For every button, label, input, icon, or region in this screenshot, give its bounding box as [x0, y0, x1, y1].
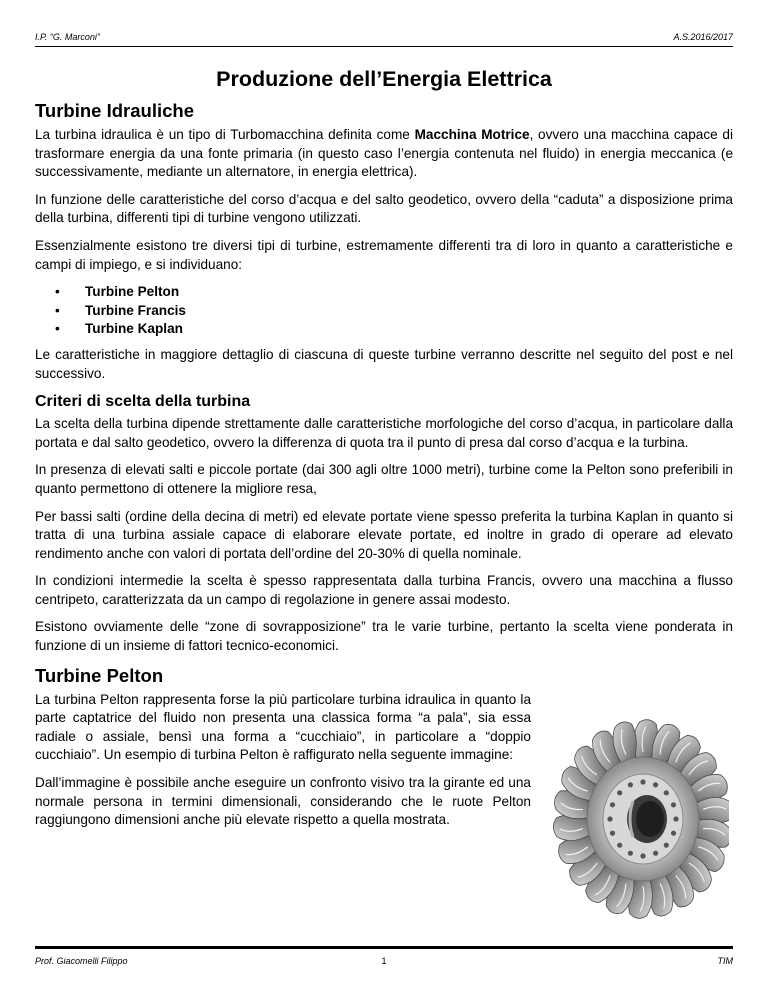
- bolt-hole: [673, 816, 678, 821]
- paragraph: Essenzialmente esistono tre diversi tipi di turbine, estremamente differenti tra di loro in quanto a caratteristiche e campi di impiego, e si individuano:: [35, 237, 733, 272]
- paragraph: Dall’immagine è possibile anche eseguire un confronto visivo tra la girante ed una normale persona in termini dimensionali, considerando che le ruote Pelton raggiungono dimensioni anche più elevate rispetto a quella mostrata.: [35, 775, 531, 828]
- page-number: 1: [381, 956, 387, 966]
- turbine-type-list: [35, 283, 733, 339]
- bolt-hole: [671, 830, 676, 835]
- list-item: • Turbine Francis: [85, 302, 733, 321]
- document-body: [35, 66, 733, 839]
- list-item: • Turbine Kaplan: [85, 320, 733, 339]
- bolt-hole: [607, 816, 612, 821]
- paragraph: La turbina idraulica è un tipo di Turbomacchina definita come Macchina Motrice, ovvero una macchina capace di trasformare energia da una fonte primaria (in questo caso l’energia contenuta nel fluido) in energia meccanica (e successivamente, mediante un alternatore, in energia elettrica).: [35, 127, 733, 180]
- header-school-year: A.S.2016/2017: [673, 32, 733, 42]
- bold-term: Macchina Motrice: [414, 127, 530, 142]
- header-school: I.P. “G. Marconi”: [35, 32, 100, 42]
- pelton-section: [35, 691, 733, 830]
- footer-author: Prof. Giacomelli Filippo: [35, 956, 128, 966]
- bolt-hole: [617, 842, 622, 847]
- bolt-hole: [640, 853, 645, 858]
- bolt-hole: [664, 842, 669, 847]
- list-item: • Turbine Pelton: [85, 283, 733, 302]
- pelton-text: [35, 691, 531, 830]
- paragraph: In funzione delle caratteristiche del corso d’acqua e del salto geodetico, ovvero della “caduta” a disposizione prima della turbina, differenti tipi di turbine vengono utilizzati.: [35, 191, 733, 226]
- bolt-hole: [640, 779, 645, 784]
- page-header: [35, 32, 733, 47]
- paragraph: Esistono ovviamente delle “zone di sovrapposizione” tra le varie turbine, pertanto la scelta viene ponderata in funzione di un insieme di fattori tecnico-economici.: [35, 619, 733, 654]
- bolt-hole: [617, 790, 622, 795]
- bolt-hole: [628, 782, 633, 787]
- section-heading-turbine-pelton: Turbine Pelton: [35, 664, 164, 686]
- page-footer: [35, 946, 733, 969]
- section-heading-criteri: Criteri di scelta della turbina: [35, 393, 251, 411]
- section-heading-turbine-idrauliche: Turbine Idrauliche: [35, 100, 194, 121]
- paragraph: In presenza di elevati salti e piccole portate (dai 300 agli oltre 1000 metri), turbine come la Pelton sono preferibili in quanto permettono di ottenere la migliore resa,: [35, 462, 733, 496]
- paragraph: La turbina Pelton rappresenta forse la più particolare turbina idraulica in quanto la parte captatrice del fluido non presenta una classica forma “a pala”, sia essa radiale o assiale, bensì una forma a “cucchiaio”, in particolare a “doppio cucchiaio”. Un esempio di turbina Pelton è raffigurato nella seguente immagine:: [35, 691, 531, 763]
- bolt-hole: [653, 850, 658, 855]
- paragraph: In condizioni intermedie la scelta è spesso rappresentata dalla turbina Francis, ovvero una macchina a flusso centripeto, caratterizzata da un campo di regolazione in genere assai modesto.: [35, 573, 733, 607]
- paragraph: Per bassi salti (ordine della decina di metri) ed elevate portate viene spesso preferita la turbina Kaplan in quanto si tratta di una turbina assiale capace di elaborare elevate portate, ed inoltre in grado di operare ad elevato rendimento anche con valori di portata dell’ordine del 20-30% di quella nominale.: [35, 508, 733, 561]
- paragraph: Le caratteristiche in maggiore dettaglio di ciascuna di queste turbine verranno descritte nel seguito del post e nel successivo.: [35, 346, 733, 381]
- bolt-hole: [671, 802, 676, 807]
- bolt-hole: [628, 850, 633, 855]
- bolt-hole: [610, 830, 615, 835]
- page-title: Produzione dell’Energia Elettrica: [216, 67, 552, 91]
- bolt-hole: [610, 802, 615, 807]
- bolt-hole: [653, 782, 658, 787]
- pelton-wheel-image: [553, 719, 729, 919]
- footer-code: TIM: [717, 956, 733, 966]
- bolt-hole: [664, 790, 669, 795]
- paragraph: La scelta della turbina dipende strettamente dalle caratteristiche morfologiche del corso d’acqua, in particolare dalla portata e dal salto geodetico, ovvero la differenza di quota tra il punto di presa dal corso d’acqua e la turbina.: [35, 416, 733, 450]
